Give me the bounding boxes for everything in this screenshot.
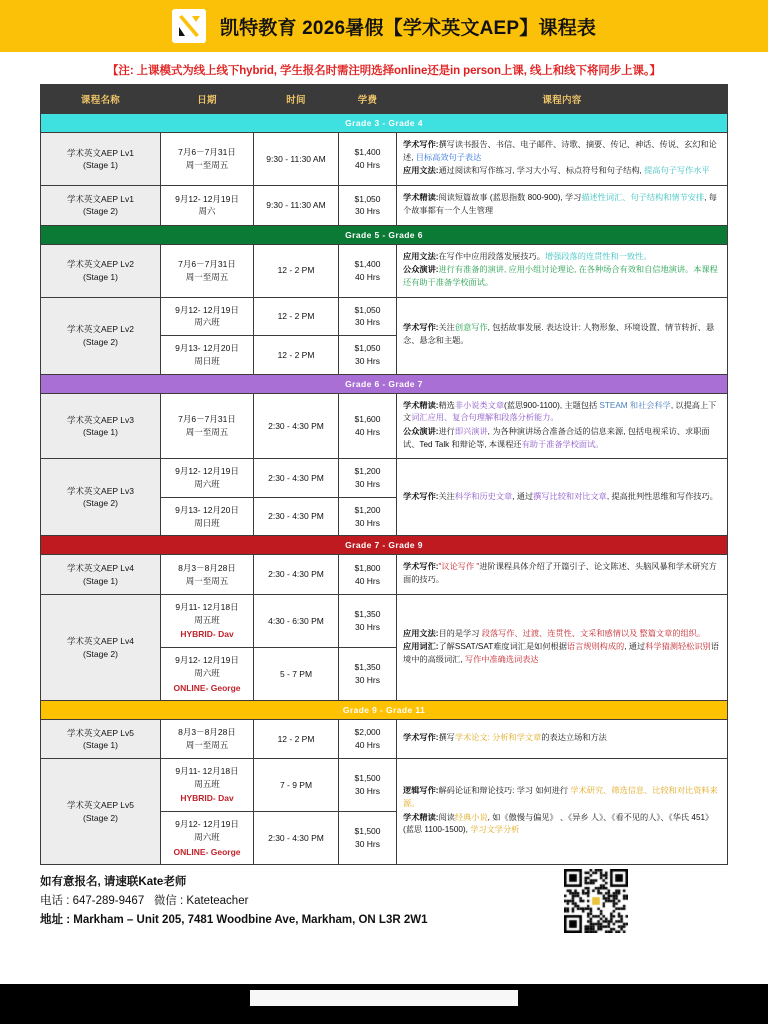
total-hours: 30 Hrs xyxy=(354,517,381,528)
content-category-label: 学术写作: xyxy=(403,491,439,501)
table-row xyxy=(41,459,728,498)
course-name-level: 学术英文AEP Lv4 xyxy=(67,636,134,647)
content-text-run: 进行 xyxy=(438,427,455,437)
fee-cell xyxy=(339,555,397,594)
date-cell xyxy=(161,812,254,865)
date-cell xyxy=(161,336,254,375)
date-cell xyxy=(161,244,254,297)
table-body xyxy=(41,114,728,865)
time-cell: 12 - 2 PM xyxy=(254,297,339,336)
date-weekday: 周一至周五 xyxy=(185,427,229,438)
course-content-cell xyxy=(397,244,728,297)
time-cell: 9:30 - 11:30 AM xyxy=(254,133,339,186)
grade-band-label: Grade 7 - Grade 9 xyxy=(41,536,728,555)
date-cell xyxy=(161,720,254,759)
table-row xyxy=(41,133,728,186)
course-name-cell xyxy=(41,555,161,594)
grade-band-row xyxy=(41,701,728,720)
time-cell: 2:30 - 4:30 PM xyxy=(254,555,339,594)
content-text-run: 了解SSAT/SAT难度词汇是如何根据 xyxy=(438,642,567,652)
content-category-label: 学术精读: xyxy=(403,812,439,822)
content-text-run: 进行有准备的演讲, 应用小组讨论理论, 在各种场合有效和自信地演讲。本课程还有助于准备学校面试。 xyxy=(403,265,718,287)
total-hours: 40 Hrs xyxy=(354,160,381,171)
course-content-cell xyxy=(397,186,728,225)
content-category-label: 应用文法: xyxy=(403,166,439,176)
time-cell: 2:30 - 4:30 PM xyxy=(254,459,339,498)
content-text-run: , 为各种演讲场合准备合适的信息来源, 包括电视采访、求职面试、Ted Talk 和辩论等, 本课程还 xyxy=(403,427,710,449)
course-content-paragraph xyxy=(403,251,721,264)
course-content-paragraph xyxy=(403,812,721,837)
delivery-mode-badge: ONLINE- George xyxy=(173,682,241,693)
date-cell xyxy=(161,497,254,536)
grade-band-row xyxy=(41,536,728,555)
course-name-level: 学术英文AEP Lv1 xyxy=(67,147,134,158)
tuition-amount: $1,050 xyxy=(354,304,381,315)
course-content-cell xyxy=(397,594,728,701)
content-text-run: , 通过 xyxy=(512,491,534,501)
table-row xyxy=(41,186,728,225)
course-name-cell xyxy=(41,720,161,759)
content-category-label: 学术写作: xyxy=(403,323,439,333)
total-hours: 30 Hrs xyxy=(354,206,381,217)
date-cell xyxy=(161,555,254,594)
grade-band-label: Grade 9 - Grade 11 xyxy=(41,701,728,720)
date-range: 9月13- 12月20日 xyxy=(175,343,239,354)
fee-cell xyxy=(339,393,397,459)
time-cell: 4:30 - 6:30 PM xyxy=(254,594,339,647)
content-category-label: 应用文法: xyxy=(403,628,439,638)
date-weekday: 周六 xyxy=(198,206,216,217)
phone-value: 647-289-9467 xyxy=(72,895,145,908)
table-row xyxy=(41,244,728,297)
course-name-level: 学术英文AEP Lv2 xyxy=(67,259,134,270)
total-hours: 30 Hrs xyxy=(354,839,381,850)
total-hours: 30 Hrs xyxy=(354,621,381,632)
fee-cell xyxy=(339,186,397,225)
date-weekday: 周一至周五 xyxy=(185,160,229,171)
date-cell xyxy=(161,648,254,701)
content-text-run: 科学和历史文章 xyxy=(454,491,513,501)
content-text-run: "议论写作 " xyxy=(438,562,480,572)
date-range: 7月6－7月31日 xyxy=(178,147,236,158)
content-text-run: 的表达立场和方法 xyxy=(541,733,607,743)
total-hours: 40 Hrs xyxy=(354,427,381,438)
tuition-amount: $1,050 xyxy=(354,343,381,354)
total-hours: 40 Hrs xyxy=(354,575,381,586)
content-category-label: 逻辑写作: xyxy=(403,786,439,796)
content-text-run: , 通过 xyxy=(624,642,646,652)
content-text-run: 撰写比较和对比文章 xyxy=(533,491,607,501)
content-text-run: 非小说类文章 xyxy=(454,400,505,410)
total-hours: 40 Hrs xyxy=(354,740,381,751)
grade-band-row xyxy=(41,374,728,393)
content-text-run: , 如《傲慢与偏见》 、《异乡 人》、《看不见的人》、《华氏 451》(蓝思 1100-1500), xyxy=(403,812,714,835)
schedule-table-wrap xyxy=(0,84,768,865)
hybrid-note: 【注: 上课模式为线上线下hybrid, 学生报名时需注明选择online还是in person上课, 线上和线下将同步上课。】 xyxy=(107,65,661,77)
content-text-run: , 包括故事发展. 表达设计: 人物形象、环境设置、情节转折、悬念、悬念和主题。 xyxy=(403,323,715,346)
total-hours: 40 Hrs xyxy=(354,271,381,282)
total-hours: 30 Hrs xyxy=(354,317,381,328)
fee-cell xyxy=(339,244,397,297)
page-header xyxy=(0,0,768,52)
content-text-run: 创意写作 xyxy=(454,323,488,333)
content-text-run: 阅读短篇故事 (蓝思指数 800-900), 学习 xyxy=(438,193,582,203)
content-text-run: 精选 xyxy=(438,400,455,410)
content-text-run: 目标高效句子表达 xyxy=(415,152,482,162)
tuition-amount: $1,500 xyxy=(354,773,381,784)
header-row xyxy=(41,85,728,114)
table-row xyxy=(41,297,728,336)
date-weekday: 周五班 xyxy=(194,778,220,789)
content-text-run: 写作中准确选词表达 xyxy=(464,654,539,664)
date-weekday: 周六班 xyxy=(194,479,220,490)
time-cell: 9:30 - 11:30 AM xyxy=(254,186,339,225)
course-name-cell xyxy=(41,393,161,459)
content-text-run: 学术论文: 分析和学文章 xyxy=(454,733,542,743)
course-name-stage: (Stage 2) xyxy=(83,336,118,347)
date-weekday: 周六班 xyxy=(194,667,220,678)
time-cell: 2:30 - 4:30 PM xyxy=(254,497,339,536)
course-name-stage: (Stage 1) xyxy=(83,575,118,586)
grade-band-row xyxy=(41,114,728,133)
col-header-time: 时间 xyxy=(254,85,339,114)
course-name-cell xyxy=(41,186,161,225)
fee-cell xyxy=(339,497,397,536)
date-range: 9月12- 12月19日 xyxy=(175,819,239,830)
course-name-level: 学术英文AEP Lv2 xyxy=(67,324,134,335)
content-text-run: , 提高批判性思维和写作技巧。 xyxy=(606,491,718,501)
content-category-label: 学术写作: xyxy=(403,562,439,572)
total-hours: 30 Hrs xyxy=(354,675,381,686)
course-content-paragraph xyxy=(403,322,721,347)
delivery-mode-badge: HYBRID- Dav xyxy=(180,793,234,804)
course-content-paragraph xyxy=(403,491,721,504)
date-cell xyxy=(161,459,254,498)
content-text-run: 撰写 xyxy=(438,733,455,743)
course-name-cell xyxy=(41,297,161,374)
date-weekday: 周日班 xyxy=(194,517,220,528)
date-range: 8月3－8月28日 xyxy=(178,562,236,573)
grade-band-label: Grade 6 - Grade 7 xyxy=(41,374,728,393)
date-cell xyxy=(161,393,254,459)
viewer-page-indicator xyxy=(250,990,518,1006)
course-name-cell xyxy=(41,133,161,186)
table-row xyxy=(41,720,728,759)
content-category-label: 公众演讲: xyxy=(403,265,439,275)
content-text-run: 有助于准备学校面试。 xyxy=(521,439,604,449)
page-title: 凯特教育 2026暑假【学术英文AEP】课程表 xyxy=(219,17,597,39)
tuition-amount: $1,050 xyxy=(354,193,381,204)
course-name-stage: (Stage 2) xyxy=(83,498,118,509)
date-weekday: 周六班 xyxy=(194,317,220,328)
date-weekday: 周一至周五 xyxy=(185,271,229,282)
course-name-level: 学术英文AEP Lv3 xyxy=(67,486,134,497)
content-text-run: 解码论证和辩论技巧: 学习 如何进行 xyxy=(438,786,571,796)
content-text-run: , 以提高上下文 xyxy=(403,400,717,423)
col-header-content: 课程内容 xyxy=(397,85,728,114)
col-header-course-name: 课程名称 xyxy=(41,85,161,114)
date-range: 9月11- 12月18日 xyxy=(175,765,239,776)
contact-line-signup: 如有意报名, 请速联Kate老师 xyxy=(40,876,187,889)
date-range: 9月12- 12月19日 xyxy=(175,304,239,315)
date-cell xyxy=(161,594,254,647)
content-text-run: 提高句子写作水平 xyxy=(644,166,710,176)
course-name-stage: (Stage 2) xyxy=(83,812,118,823)
course-content-cell xyxy=(397,555,728,594)
table-row xyxy=(41,393,728,459)
course-name-stage: (Stage 2) xyxy=(83,648,118,659)
time-cell: 12 - 2 PM xyxy=(254,336,339,375)
col-header-fee: 学费 xyxy=(339,85,397,114)
course-content-paragraph xyxy=(403,426,721,451)
tuition-amount: $1,400 xyxy=(354,258,381,269)
date-range: 7月6－7月31日 xyxy=(178,258,236,269)
total-hours: 30 Hrs xyxy=(354,785,381,796)
col-header-date: 日期 xyxy=(161,85,254,114)
fee-cell xyxy=(339,133,397,186)
content-text-run: 语境中的高级词汇, xyxy=(403,642,719,664)
content-text-run: 经典小说 xyxy=(454,812,488,822)
tuition-amount: $1,350 xyxy=(354,609,381,620)
content-text-run: 关注 xyxy=(438,323,455,333)
course-name-level: 学术英文AEP Lv3 xyxy=(67,414,134,425)
course-name-level: 学术英文AEP Lv4 xyxy=(67,563,134,574)
course-content-paragraph xyxy=(403,628,721,641)
grade-band-label: Grade 5 - Grade 6 xyxy=(41,225,728,244)
date-range: 9月11- 12月18日 xyxy=(175,601,239,612)
address-label: 地址 : xyxy=(40,914,74,927)
content-category-label: 学术精读: xyxy=(403,400,439,410)
course-content-paragraph xyxy=(403,785,721,810)
fee-cell xyxy=(339,594,397,647)
fee-cell xyxy=(339,459,397,498)
content-text-run: 阅读 xyxy=(438,812,455,822)
content-text-run: , 每个故事都有一个人生管理 xyxy=(403,193,717,215)
date-range: 9月13- 12月20日 xyxy=(175,504,239,515)
content-text-run: 在写作中应用段落发展技巧。 xyxy=(438,251,545,261)
total-hours: 30 Hrs xyxy=(354,355,381,366)
course-content-paragraph xyxy=(403,139,721,164)
course-name-level: 学术英文AEP Lv1 xyxy=(67,194,134,204)
delivery-mode-badge: HYBRID- Dav xyxy=(180,629,234,640)
fee-cell xyxy=(339,648,397,701)
address-value: Markham – Unit 205, 7481 Woodbine Ave, Markham, ON L3R 2W1 xyxy=(73,914,428,927)
course-name-cell xyxy=(41,244,161,297)
date-cell xyxy=(161,186,254,225)
delivery-mode-badge: ONLINE- George xyxy=(173,846,241,857)
content-category-label: 公众演讲: xyxy=(403,427,439,437)
content-category-label: 应用词汇: xyxy=(403,642,439,652)
time-cell: 12 - 2 PM xyxy=(254,720,339,759)
content-text-run: 学习文学分析 xyxy=(470,825,520,835)
tuition-amount: $1,600 xyxy=(354,414,381,425)
content-category-label: 学术精读: xyxy=(403,193,439,203)
content-text-run: 科学猜测轻松识别 xyxy=(645,642,711,652)
course-content-cell xyxy=(397,297,728,374)
course-content-paragraph xyxy=(403,400,721,425)
time-cell: 2:30 - 4:30 PM xyxy=(254,812,339,865)
content-text-run: 学术研究、筛选信息、比较和对比资料来源。 xyxy=(403,786,718,808)
content-text-run: STEAM 和社会科学 xyxy=(599,400,671,410)
course-content-cell xyxy=(397,393,728,459)
course-schedule-table xyxy=(40,84,728,865)
content-text-run: 增强段落的连贯性和一致性。 xyxy=(544,251,652,261)
phone-label: 电话 : xyxy=(40,895,73,908)
content-category-label: 应用文法: xyxy=(403,251,439,261)
content-text-run: 目的是学习 xyxy=(438,628,482,638)
table-row xyxy=(41,594,728,647)
tuition-amount: $1,800 xyxy=(354,562,381,573)
time-cell: 12 - 2 PM xyxy=(254,244,339,297)
content-text-run: 词汇应用、复合句理解和段落分析能力。 xyxy=(411,413,559,423)
course-content-cell xyxy=(397,459,728,536)
date-cell xyxy=(161,758,254,811)
fee-cell xyxy=(339,812,397,865)
course-name-cell xyxy=(41,459,161,536)
date-weekday: 周一至周五 xyxy=(185,575,229,586)
content-text-run: 撰写读书报告、书信、电子邮件、诗歌、摘要、传记、神话、传说、玄幻和论述, xyxy=(403,140,717,162)
content-text-run: 段落写作、过渡、连贯性、文采和感情以及 整篇文章的组织。 xyxy=(481,628,706,638)
tuition-amount: $1,200 xyxy=(354,504,381,515)
date-range: 9月12- 12月19日 xyxy=(175,655,239,666)
time-cell: 2:30 - 4:30 PM xyxy=(254,393,339,459)
viewer-bottom-bar xyxy=(0,984,768,1024)
content-text-run: 进阶课程具体介绍了开篇引子、论文陈述、头脑风暴和学术研究方面的技巧。 xyxy=(403,562,717,585)
course-name-cell xyxy=(41,594,161,701)
content-text-run: (蓝思900-1100), 主题包括 xyxy=(504,400,600,410)
date-weekday: 周六班 xyxy=(194,831,220,842)
grade-band-label: Grade 3 - Grade 4 xyxy=(41,114,728,133)
table-row xyxy=(41,555,728,594)
date-weekday: 周一至周五 xyxy=(185,740,229,751)
course-name-stage: (Stage 1) xyxy=(83,740,118,751)
table-head xyxy=(41,85,728,114)
content-text-run: 描述性词汇、句子结构和情节安排 xyxy=(581,193,705,203)
course-name-stage: (Stage 1) xyxy=(83,160,118,171)
tuition-amount: $1,350 xyxy=(354,662,381,673)
tuition-amount: $1,500 xyxy=(354,826,381,837)
content-text-run: 通过阅读和写作练习, 学习大小写、标点符号和句子结构, xyxy=(438,166,645,176)
date-range: 9月12- 12月19日 xyxy=(175,466,239,477)
fee-cell xyxy=(339,758,397,811)
time-cell: 5 - 7 PM xyxy=(254,648,339,701)
date-range: 7月6－7月31日 xyxy=(178,414,236,425)
course-name-stage: (Stage 1) xyxy=(83,427,118,438)
course-name-stage: (Stage 1) xyxy=(83,271,118,282)
kate-education-logo-icon xyxy=(172,9,206,43)
content-text-run: 即兴演讲 xyxy=(454,427,488,437)
grade-band-row xyxy=(41,225,728,244)
date-range: 9月12- 12月19日 xyxy=(175,193,239,204)
fee-cell xyxy=(339,297,397,336)
wechat-value: Kateteacher xyxy=(186,895,249,908)
content-category-label: 学术写作: xyxy=(403,140,439,149)
total-hours: 30 Hrs xyxy=(354,479,381,490)
date-range: 8月3－8月28日 xyxy=(178,727,236,738)
content-text-run: 关注 xyxy=(438,491,455,501)
course-content-cell xyxy=(397,758,728,865)
content-category-label: 学术写作: xyxy=(403,733,439,743)
fee-cell xyxy=(339,720,397,759)
course-content-cell xyxy=(397,720,728,759)
tuition-amount: $2,000 xyxy=(354,727,381,738)
time-cell: 7 - 9 PM xyxy=(254,758,339,811)
course-content-paragraph xyxy=(403,264,721,289)
tuition-amount: $1,200 xyxy=(354,466,381,477)
course-content-paragraph xyxy=(403,165,721,178)
tuition-amount: $1,400 xyxy=(354,147,381,158)
course-content-paragraph xyxy=(403,641,721,666)
fee-cell xyxy=(339,336,397,375)
date-weekday: 周日班 xyxy=(194,355,220,366)
content-text-run: 语言规则构成的 xyxy=(566,642,625,652)
course-content-cell xyxy=(397,133,728,186)
contact-footer xyxy=(0,865,768,930)
course-name-level: 学术英文AEP Lv5 xyxy=(67,727,134,738)
course-name-stage: (Stage 2) xyxy=(83,206,118,217)
wechat-label: 微信 : xyxy=(153,895,187,908)
date-cell xyxy=(161,133,254,186)
course-name-level: 学术英文AEP Lv5 xyxy=(67,800,134,811)
date-weekday: 周五班 xyxy=(194,614,220,625)
date-cell xyxy=(161,297,254,336)
course-content-paragraph xyxy=(403,732,721,745)
course-content-paragraph xyxy=(403,561,721,586)
course-name-cell xyxy=(41,758,161,865)
table-row xyxy=(41,758,728,811)
qr-code-icon xyxy=(564,869,628,933)
course-content-paragraph xyxy=(403,192,721,217)
